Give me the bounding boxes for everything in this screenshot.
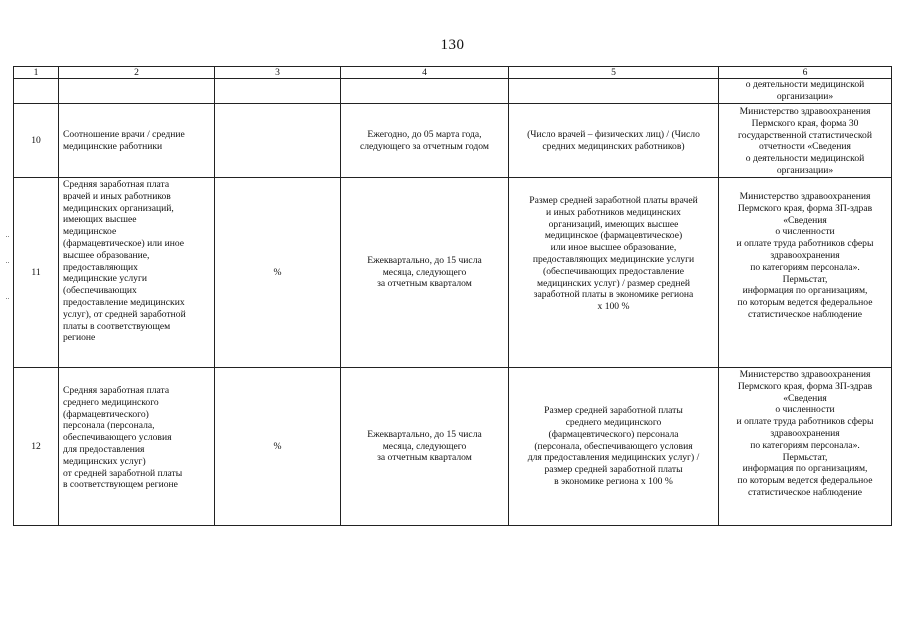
text-line: «Сведения	[783, 392, 827, 404]
formula	[509, 104, 719, 178]
text-line: и иных работников медицинских	[546, 206, 681, 218]
formula	[509, 368, 719, 526]
table-row	[14, 178, 892, 368]
text-line: Размер средней заработной платы	[544, 405, 683, 417]
text-line: врачей и иных работников	[63, 190, 171, 202]
text-line: Размер средней заработной платы врачей	[529, 195, 698, 206]
text-line: или иное высшее образование,	[550, 242, 677, 254]
text-line: обеспечивающего условия	[63, 432, 172, 444]
source	[719, 104, 892, 178]
text-line: Ежеквартально, до 15 числа	[367, 254, 482, 266]
text-line: для предоставления	[63, 443, 145, 455]
page-number: 130	[440, 37, 465, 53]
text-line: (обеспечивающих	[63, 285, 137, 297]
text-line: государственной статистической	[738, 129, 872, 141]
scan-margin-mark	[6, 236, 9, 237]
source	[719, 368, 892, 526]
text-line: в соответствующем регионе	[63, 479, 178, 491]
text-line: регионе	[63, 332, 96, 344]
text-line: организации»	[776, 90, 834, 102]
text-line: медицинские услуги	[63, 273, 148, 285]
scan-margin-mark	[6, 298, 9, 299]
text-line: медицинских организаций,	[63, 202, 174, 214]
text-line: Пермьстат,	[782, 273, 828, 285]
text-line: предоставление медицинских	[63, 296, 185, 308]
text-line: Министерство здравоохранения	[739, 369, 871, 380]
period	[341, 104, 509, 178]
text-line: средних медицинских работников)	[542, 140, 685, 152]
text-line: Пермского края, форма ЗП-здрав	[737, 202, 873, 214]
text-line: Соотношение врачи / средние	[63, 128, 185, 140]
text-line: по которым ведется федеральное	[737, 475, 873, 487]
text-line: отчетности «Сведения	[759, 141, 851, 153]
text-line: информация по организациям,	[742, 285, 868, 297]
indicator-name	[59, 368, 215, 526]
text-line: следующего за отчетным годом	[360, 140, 489, 152]
text-line: услуг), от средней заработной	[63, 308, 186, 320]
text-line: по которым ведется федеральное	[737, 297, 873, 309]
column-number-4: 4	[341, 67, 509, 79]
text-line: от средней заработной платы	[63, 467, 183, 479]
indicator-name	[59, 104, 215, 178]
header-row	[14, 67, 892, 79]
cell-formula	[509, 79, 719, 104]
text-line: здравоохранения	[770, 249, 840, 261]
text-line: «Сведения	[783, 214, 827, 226]
text-line: и оплате труда работников сферы	[736, 416, 874, 428]
text-line: Средняя заработная плата	[63, 179, 170, 190]
table-row	[14, 368, 892, 526]
row-number: 11	[14, 178, 59, 368]
text-line: (Число врачей – физических лиц) / (Число	[527, 128, 700, 140]
text-line: о деятельности медицинской	[745, 79, 865, 90]
text-line: (персонала, обеспечивающего условия	[534, 440, 693, 452]
text-line: Министерство здравоохранения	[739, 106, 871, 117]
text-line: Средняя заработная плата	[63, 385, 170, 396]
text-line: предоставляющих	[63, 261, 138, 273]
text-line: Пермского края, форма ЗП-здрав	[737, 380, 873, 392]
unit: %	[215, 178, 341, 368]
text-line: по категориям персонала».	[750, 439, 860, 451]
text-line: х 100 %	[597, 301, 630, 313]
text-line: информация по организациям,	[742, 463, 868, 475]
text-line: (обеспечивающих предоставление	[543, 265, 684, 277]
text-line: в экономике региона х 100 %	[554, 475, 673, 487]
text-line: статистическое наблюдение	[748, 308, 862, 320]
text-line: Пермьстат,	[782, 451, 828, 463]
text-line: (фармацевтического)	[63, 408, 149, 420]
row-number: 10	[14, 104, 59, 178]
cell-source	[719, 79, 892, 104]
column-number-1: 1	[14, 67, 59, 79]
text-line: и оплате труда работников сферы	[736, 238, 874, 250]
text-line: организации»	[776, 164, 834, 176]
text-line: заработной платы в экономике региона	[533, 289, 694, 301]
text-line: персонала (персонала,	[63, 420, 155, 432]
text-line: Ежегодно, до 05 марта года,	[367, 128, 482, 140]
text-line: о численности	[775, 226, 835, 238]
formula	[509, 178, 719, 368]
text-line: медицинских услуг)	[63, 455, 146, 467]
text-line: предоставляющих медицинские услуги	[532, 253, 695, 265]
text-line: месяца, следующего	[382, 440, 467, 452]
indicator-name	[59, 178, 215, 368]
text-line: о численности	[775, 404, 835, 416]
source	[719, 178, 892, 368]
cell-unit	[215, 79, 341, 104]
unit: %	[215, 368, 341, 526]
text-line: платы в соответствующем	[63, 320, 171, 332]
indicators-table	[13, 66, 892, 526]
text-line: организаций, имеющих высшее	[548, 218, 679, 230]
cell-name	[59, 79, 215, 104]
text-line: среднего медицинского	[63, 396, 159, 408]
period	[341, 178, 509, 368]
column-number-2: 2	[59, 67, 215, 79]
text-line: (фармацевтического) персонала	[548, 428, 679, 440]
text-line: за отчетным кварталом	[377, 452, 472, 464]
text-line: высшее образование,	[63, 249, 150, 261]
text-line: статистическое наблюдение	[748, 486, 862, 498]
unit	[215, 104, 341, 178]
text-line: (фармацевтическое) или иное	[63, 237, 185, 249]
text-line: месяца, следующего	[382, 266, 467, 278]
column-number-3: 3	[215, 67, 341, 79]
text-line: Пермского края, форма 30	[751, 117, 859, 129]
text-line: здравоохранения	[770, 427, 840, 439]
text-line: Министерство здравоохранения	[739, 191, 871, 202]
text-line: по категориям персонала».	[750, 261, 860, 273]
table-row	[14, 104, 892, 178]
column-number-6: 6	[719, 67, 892, 79]
row-number: 12	[14, 368, 59, 526]
scan-margin-mark	[6, 262, 9, 263]
period	[341, 368, 509, 526]
text-line: имеющих высшее	[63, 214, 137, 226]
continuation-row	[14, 79, 892, 104]
cell-number	[14, 79, 59, 104]
text-line: среднего медицинского	[565, 417, 662, 428]
text-line: медицинское	[63, 226, 117, 238]
text-line: для предоставления медицинских услуг) /	[527, 452, 700, 464]
text-line: Ежеквартально, до 15 числа	[367, 428, 482, 440]
text-line: медицинское (фармацевтическое)	[544, 230, 683, 242]
column-number-5: 5	[509, 67, 719, 79]
text-line: о деятельности медицинской	[745, 153, 865, 165]
text-line: за отчетным кварталом	[377, 278, 472, 290]
text-line: медицинских услуг) / размер средней	[537, 277, 690, 289]
text-line: размер средней заработной платы	[544, 464, 683, 476]
text-line: медицинские работники	[63, 140, 163, 152]
cell-period	[341, 79, 509, 104]
